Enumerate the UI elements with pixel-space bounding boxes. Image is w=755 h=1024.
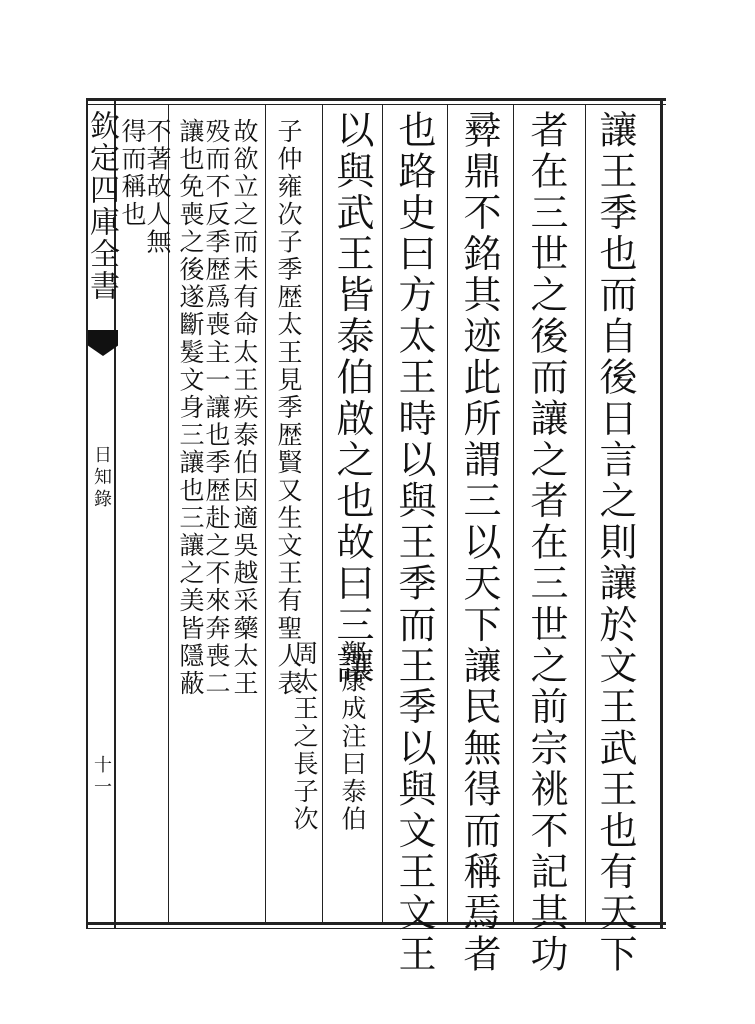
commentary-column-8: 故欲立之而未有命太王疾泰伯因適吳越采藥太王 [230, 118, 259, 698]
commentary-column-5: 鄭康成注曰泰伯 [338, 640, 367, 834]
column-divider [322, 104, 323, 922]
text-column-5: 以與武王皆泰伯啟之也故曰三讓 [330, 110, 374, 687]
page-number: 十一 [91, 755, 112, 799]
column-divider [585, 104, 586, 922]
book-title: 日知錄 [91, 445, 112, 511]
text-column-1: 讓王季也而自後日言之則讓於文王武王也有天下 [593, 110, 637, 976]
commentary-column-9: 殁而不反季歴爲喪主一讓也季歴赴之不來奔喪二 [202, 118, 231, 698]
top-border [86, 98, 666, 101]
commentary-column-10: 讓也免喪之後遂斷髮文身三讓也三讓之美皆隱蔽 [176, 118, 205, 698]
column-divider [265, 104, 266, 922]
bottom-border [86, 922, 666, 925]
top-border-thin [86, 104, 666, 105]
right-border [660, 98, 663, 929]
collection-title: 欽定四庫全書 [84, 110, 119, 302]
commentary-column-12: 得而稱也 [118, 118, 147, 229]
commentary-column-7: 子仲雍次子季歴太王見季歴賢又生文王有聖人表 [274, 118, 303, 698]
text-column-4: 也路史曰方太王時以與王季而王季以與文王文王 [392, 110, 436, 976]
column-divider [447, 104, 448, 922]
bottom-border-thin [86, 928, 666, 929]
commentary-column-11: 不著故人無 [143, 118, 172, 256]
text-column-2: 者在三世之後而讓之者在三世之前宗祧不記其功 [524, 110, 568, 976]
column-divider [513, 104, 514, 922]
commentary-column-6: 周太王之長子次 [290, 640, 319, 834]
column-divider [382, 104, 383, 922]
text-column-3: 彛鼎不銘其迹此所謂三以天下讓民無得而稱焉者 [457, 110, 501, 976]
